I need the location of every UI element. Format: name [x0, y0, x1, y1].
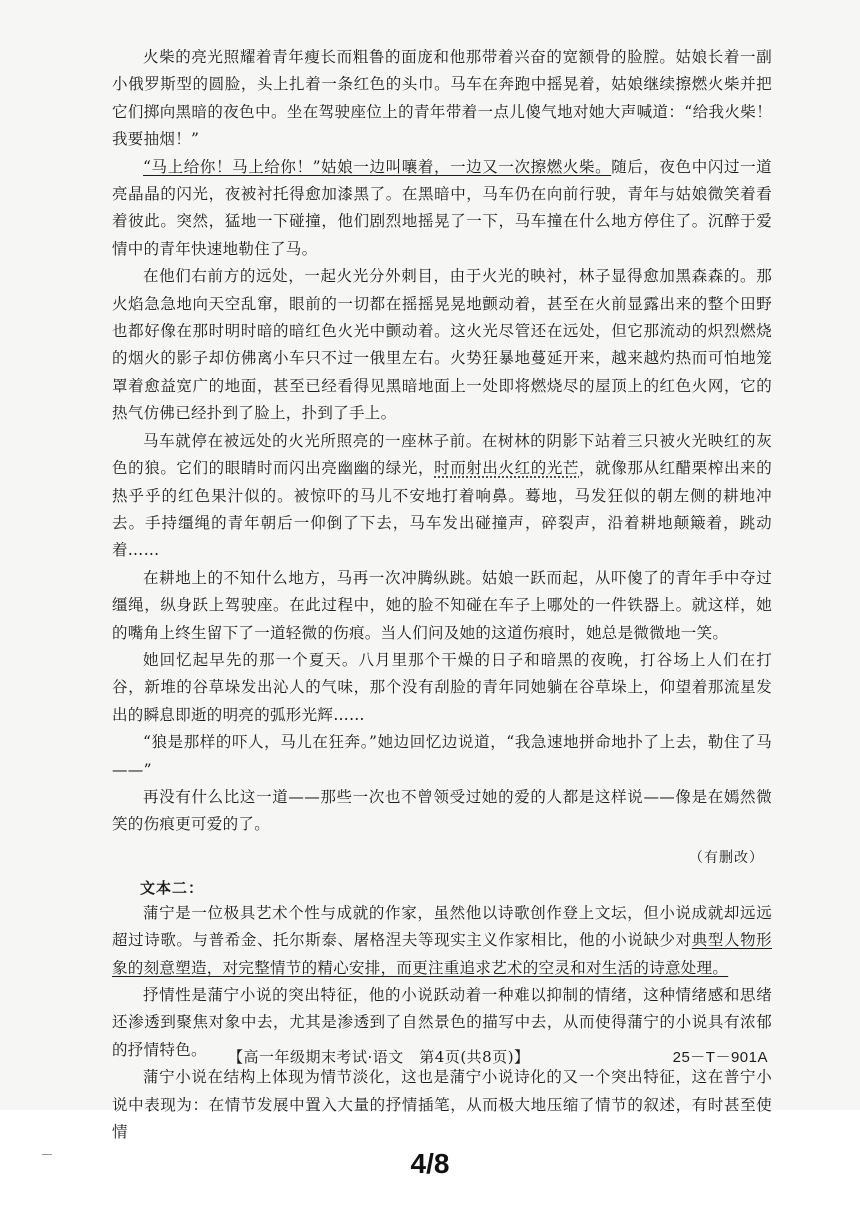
text1-paragraph-6: 她回忆起早先的那一个夏天。八月里那个干燥的日子和暗黑的夜晚，打谷场上人们在打谷，新堆的谷草垛发出沁人的气味，那个没有刮脸的青年同她躺在谷草垛上，仰望着那流星发出的瞬息即逝的明亮的弧形光辉…… [112, 650, 772, 724]
page-indicator: 4/8 [410, 1148, 450, 1179]
text2-paragraph-1-lead: 蒲宁是一位极具艺术个性与成就的作家，虽然他以诗歌创作登上文坛，但小说成就却远远超过诗歌。与普希金、托尔斯泰、屠格涅夫等现实主义作家相比，他的小说缺少对 [112, 903, 772, 950]
exam-label: 【高一年级期末考试·语文 第4页(共8页)】 [228, 1048, 530, 1066]
text2-underlined-phrase: 典型人物形象的刻意塑造，对完整情节的精心安排，而更注重追求艺术的空灵和对生活的诗意处理。 [112, 931, 772, 977]
underlined-quote: “马上给你！马上给你！”姑娘一边叫嚷着，一边又一次擦燃火柴。 [143, 157, 612, 176]
text1-paragraph-4-end: ，就像那从红醋栗榨出来的热乎乎的红色果汁似的。被惊吓的马儿不安地打着响鼻。蓦地，马发狂似的朝左侧的耕地冲去。手持缰绳的青年朝后一仰倒了下去，马车发出碰撞声，碎裂声，沿着耕地颠簸着，跳动着…… [112, 459, 772, 560]
text2-paragraph-1 [112, 900, 772, 982]
source-note: （有删改） [689, 849, 764, 866]
text1-paragraph-3: 在他们右前方的远处，一起火光分外刺目，由于火光的映衬，林子显得愈加黑森森的。那火焰急急地向天空乱窜，眼前的一切都在摇摇晃晃地颤动着，甚至在火前显露出来的整个田野也都好像在那时明时暗的暗红色火光中颤动着。这火光尽管还在远处，但它那流动的炽烈燃烧的烟火的影子却仿佛离小车只不过一俄里左右。火势狂暴地蔓延开来，越来越灼热而可怕地笼罩着愈益宽广的地面，甚至已经看得见黑暗地面上一处即将燃烧尽的屋顶上的红色火网，它的热气仿佛已经扑到了脸上，扑到了手上。 [112, 267, 772, 423]
text1-paragraph-4-start: 马车就停在被远处的火光所照亮的一座林子前。在树林的阴影下站着三只被火光映红的灰色的狼。它们的眼睛时而闪出亮幽幽的绿光， [112, 431, 772, 478]
document-body [112, 44, 772, 1146]
dotted-phrase: 时而射出火红的光芒 [434, 459, 580, 478]
text2-title: 文本二： [140, 878, 205, 897]
exam-code: 25－T－901A [672, 1049, 768, 1066]
text2-paragraph-3: 蒲宁小说在结构上体现为情节淡化，这也是蒲宁小说诗化的又一个突出特征，这在普宁小说中表现为：在情节发展中置入大量的抒情插笔，从而极大地压缩了情节的叙述，有时甚至使情 [112, 1068, 772, 1142]
page-footer [228, 1046, 788, 1070]
text1-paragraph-4 [112, 428, 772, 565]
text1-paragraph-2-rest: 随后，夜色中闪过一道亮晶晶的闪光，夜被衬托得愈加漆黑了。在黑暗中，马车仍在向前行驶，青年与姑娘微笑着看着彼此。突然，猛地一下碰撞，他们剧烈地摇晃了一下，马车撞在什么地方停住了。沉醉于爱情中的青年快速地勒住了马。 [112, 157, 772, 258]
text1-paragraph-2 [112, 154, 772, 264]
text1-paragraph-1: 火柴的亮光照耀着青年瘦长而粗鲁的面庞和他那带着兴奋的宽额骨的脸膛。姑娘长着一副小俄罗斯型的圆脸，头上扎着一条红色的头巾。马车在奔跑中摇晃着，姑娘继续擦燃火柴并把它们掷向黑暗的夜色中。坐在驾驶座位上的青年带着一点儿傻气地对她大声喊道：“给我火柴！我要抽烟！” [112, 48, 772, 149]
text1-paragraph-5: 在耕地上的不知什么地方，马再一次冲腾纵跳。姑娘一跃而起，从吓傻了的青年手中夺过缰绳，纵身跃上驾驶座。在此过程中，她的脸不知碰在车子上哪处的一件铁器上。就这样，她的嘴角上终生留下了一道轻微的伤痕。当人们问及她的这道伤痕时，她总是微微地一笑。 [112, 568, 772, 642]
text2-paragraph-2: 抒情性是蒲宁小说的突出特征，他的小说跃动着一种难以抑制的情绪，这种情绪感和思绪还渗透到聚焦对象中去，尤其是渗透到了自然景色的描写中去，从而使得蒲宁的小说具有浓郁的抒情特色。 [112, 986, 772, 1059]
text1-paragraph-8: 再没有什么比这一道——那些一次也不曾领受过她的爱的人都是这样说——像是在嫣然微笑的伤痕更可爱的了。 [112, 787, 772, 834]
text1-paragraph-7: “狼是那样的吓人，马儿在狂奔。”她边回忆边说道，“我急速地拼命地扑了上去，勒住了马——” [112, 733, 772, 779]
